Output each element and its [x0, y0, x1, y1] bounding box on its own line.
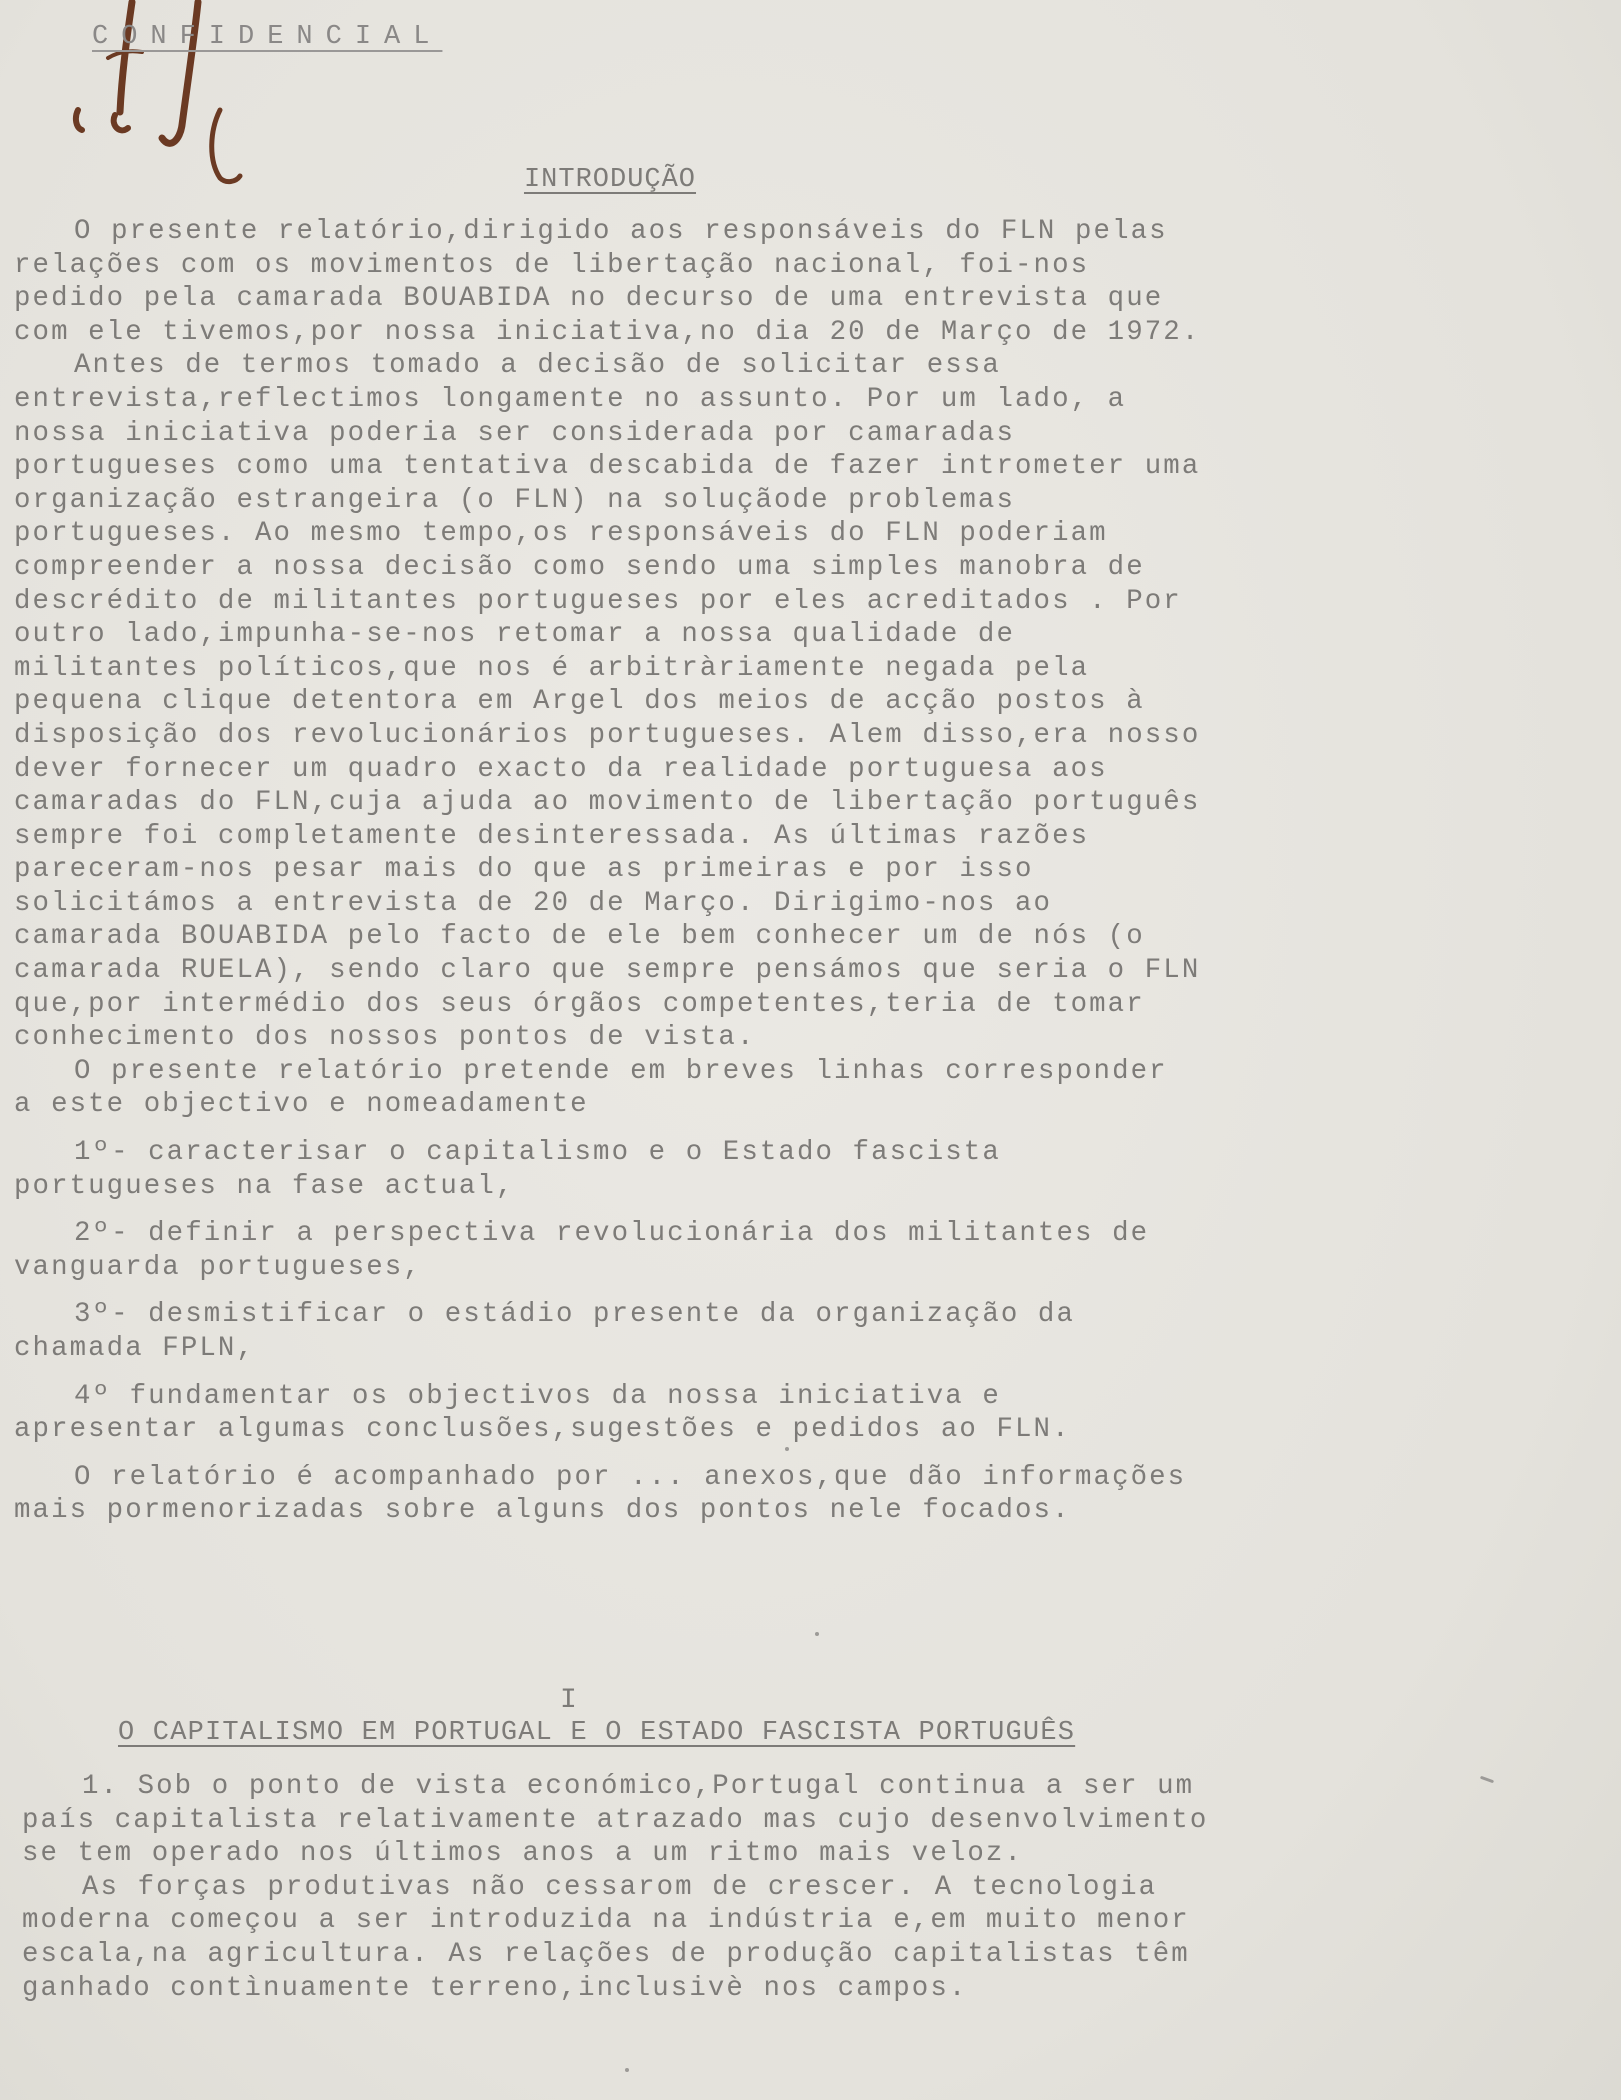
objective-item: 1º- caracterisar o capitalismo e o Estado fascista portugueses na fase actual, [14, 1137, 1001, 1202]
intro-closing: O relatório é acompanhado por ... anexos,que dão informações mais pormenorizadas sobre alguns dos pontos nele focados. [14, 1461, 1187, 1527]
intro-paragraph: Antes de termos tomado a decisão de solicitar essa entrevista,reflectimos longamente no assunto. Por um lado, a nossa iniciativa poderia ser considerada por camaradas portugueses como uma tentativa descabida de fazer intrometer uma organização estrangeira (o FLN) na soluçãode problemas portugueses. Ao mesmo tempo,os responsáveis do FLN poderiam compreender a nossa decisão como sendo uma simples manobra de descrédito de militantes portugueses por eles acreditados . Por outro lado,impunha-se-nos retomar a nossa qualidade de militantes políticos,que nos é arbitràriamente negada pela pequena clique detentora em Argel dos meios de acção postos à disposição dos revolucionários portugueses. Alem disso,era nosso dever fornecer um quadro exacto da realidade portuguesa aos camaradas do FLN,cuja ajuda ao movimento de libertação português sempre foi completamente desinteressada. As últimas razões pareceram-nos pesar mais do que as primeiras e por isso solicitámos a entrevista de 20 de Março. Dirigimo-nos ao camarada BOUABIDA pelo facto de ele bem conhecer um de nós (o camarada RUELA), sendo claro que sempre pensámos que seria o FLN que,por intermédio dos seus órgãos competentes,teria de tomar conhecimento dos nossos pontos de vista. [14, 350, 1201, 1054]
objective-item: 2º- definir a perspectiva revolucionária dos militantes de vanguarda portugueses, [14, 1218, 1150, 1283]
intro-body [14, 215, 1204, 1528]
objective-item: 4º fundamentar os objectivos da nossa iniciativa e apresentar algumas conclusões,sugestões e pedidos ao FLN. [14, 1380, 1071, 1446]
confidential-stamp: CONFIDENCIAL [92, 22, 443, 52]
scan-speck [785, 1447, 789, 1451]
scan-speck [815, 1632, 819, 1636]
section-paragraph: 1. Sob o ponto de vista económico,Portugal continua a ser um país capitalista relativamente atrazado mas cujo desenvolvimento se tem operado nos últimos anos a um ritmo mais veloz. [22, 1771, 1209, 1870]
objective-item: 3º- desmistificar o estádio presente da organização da chamada FPLN, [14, 1299, 1076, 1364]
intro-heading: INTRODUÇÃO [523, 165, 697, 195]
section-title: O CAPITALISMO EM PORTUGAL E O ESTADO FASCISTA PORTUGUÊS [118, 1718, 1076, 1748]
intro-paragraph: O presente relatório pretende em breves linhas corresponder a este objectivo e nomeadamente [14, 1055, 1168, 1121]
scan-speck [1480, 1776, 1494, 1784]
scan-speck [625, 2068, 629, 2072]
intro-paragraph: O presente relatório,dirigido aos responsáveis do FLN pelas relações com os movimentos de libertação nacional, foi-nos pedido pela camarada BOUABIDA no decurso de uma entrevista que com ele tivemos,por nossa iniciativa,no dia 20 de Março de 1972. [14, 216, 1201, 348]
section-body [22, 1770, 1212, 2005]
section-paragraph: As forças produtivas não cessarom de crescer. A tecnologia moderna começou a ser introduzida na indústria e,em muito menor escala,na agricultura. As relações de produção capitalistas têm ganhado contìnuamente terreno,inclusivè nos campos. [22, 1871, 1190, 2004]
section-number: I [560, 1685, 577, 1716]
